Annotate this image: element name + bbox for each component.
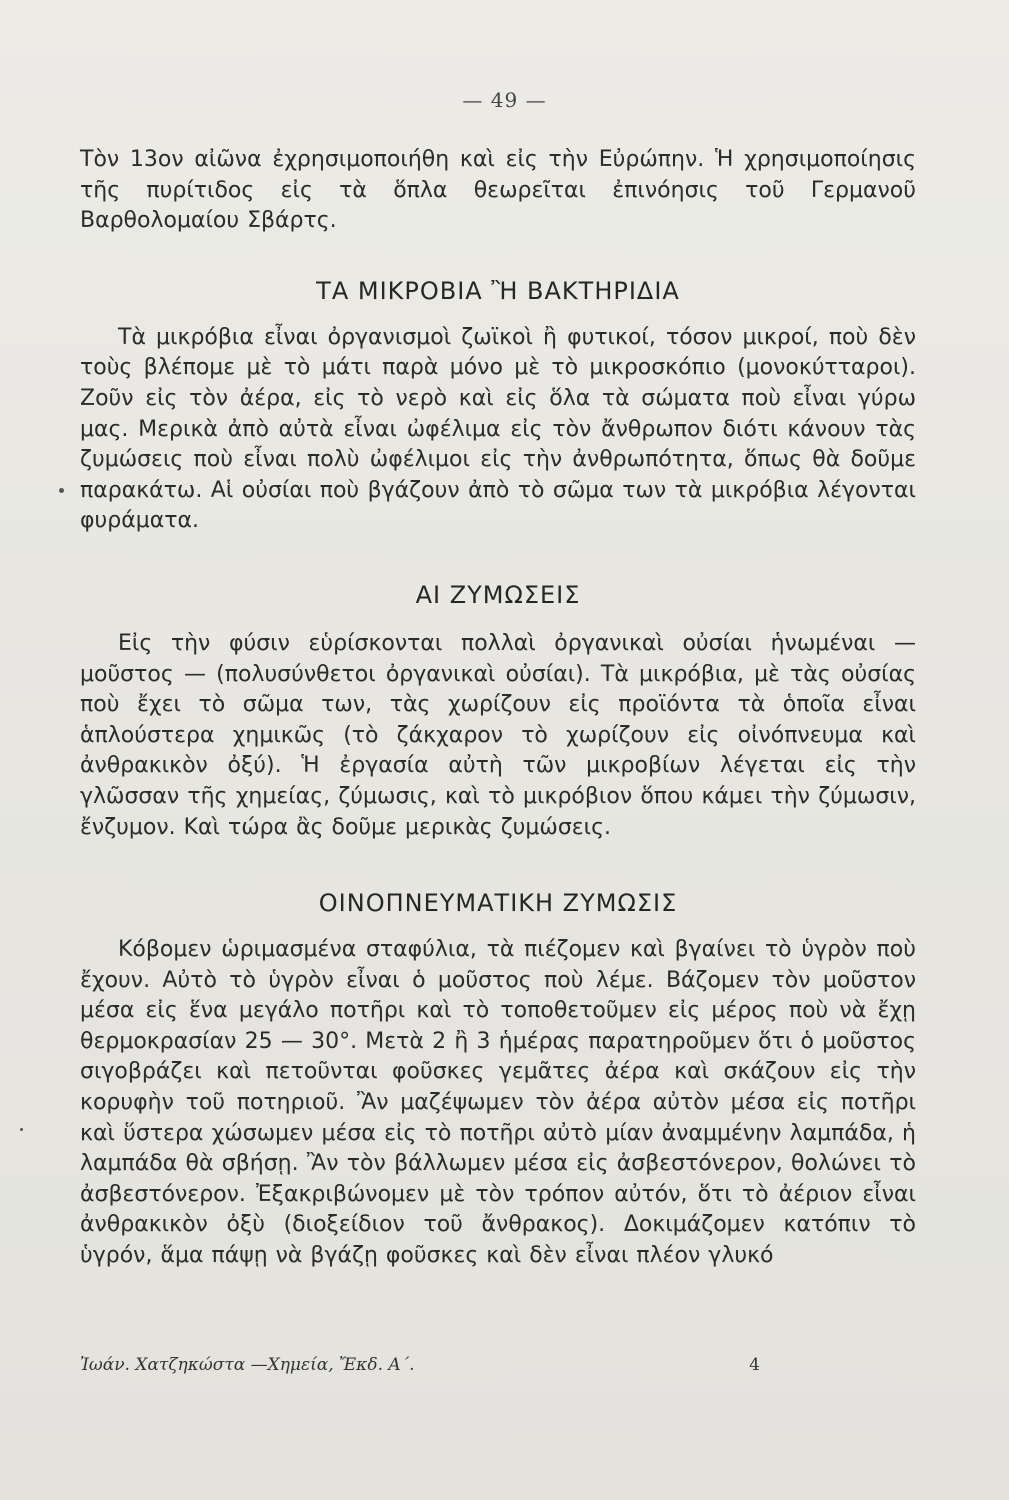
page-footer — [80, 1355, 916, 1385]
section-paragraph-microbes: Τὰ μικρόβια εἶναι ὀργανισμοὶ ζωϊκοὶ ἢ φυτικοί, τόσον μικροί, ποὺ δὲν τοὺς βλέπομε μὲ τὸ μάτι παρὰ μόνο μὲ τὸ μικροσκόπιο (μονοκύτταροι). Ζοῦν εἰς τὸν ἀέρα, εἰς τὸ νερὸ καὶ εἰς ὅλα τὰ σώματα ποὺ εἶναι γύρω μας. Μερικὰ ἀπὸ αὐτὰ εἶναι ὠφέλιμα εἰς τὸν ἄνθρωπον διότι κάνουν τὰς ζυμώσεις ποὺ εἶναι πολὺ ὠφέλιμοι εἰς τὴν ἀνθρωπότητα, ὅπως θὰ δοῦμε παρακάτω. Αἱ οὐσίαι ποὺ βγάζουν ἀπὸ τὸ σῶμα των τὰ μικρόβια λέγονται φυράματα. — [80, 324, 916, 534]
paper-speck — [20, 1128, 23, 1131]
intro-paragraph: Τὸν 13ον αἰῶνα ἐχρησιμοποιήθη καὶ εἰς τὴν Εὐρώπην. Ἡ χρησιμοποίησις τῆς πυρίτιδος εἰς τὰ ὅπλα θεωρεῖται ἐπινόησις τοῦ Γερμανοῦ Βαρθολομαίου Σβάρτς. — [80, 147, 916, 234]
section-heading-fermentations: ΑΙ ΖΥΜΩΣΕΙΣ — [415, 580, 581, 609]
footer-signature-mark: 4 — [749, 1355, 760, 1375]
section-paragraph-alcoholic-fermentation: Κόβομεν ὡριμασμένα σταφύλια, τὰ πιέζομεν καὶ βγαίνει τὸ ὑγρὸν ποὺ ἔχουν. Αὐτὸ τὸ ὑγρὸν εἶναι ὁ μοῦστος ποὺ λέμε. Βάζομεν τὸν μοῦστον μέσα εἰς ἕνα μεγάλο ποτῆρι καὶ τὸ τοποθετοῦμεν εἰς μέρος ποὺ νὰ ἔχῃ θερμοκρασίαν 25 — 30°. Μετὰ 2 ἢ 3 ἡμέρας παρατηροῦμεν ὅτι ὁ μοῦστος σιγοβράζει καὶ πετοῦνται φοῦσκες γεμᾶτες ἀέρα καὶ σκάζουν εἰς τὴν κορυφὴν τοῦ ποτηριοῦ. Ἂν μαζέψωμεν τὸν ἀέρα αὐτὸν μέσα εἰς ποτῆρι καὶ ὕστερα χώσωμεν μέσα εἰς τὸ ποτῆρι αὐτὸ μίαν ἀναμμένην λαμπάδα, ἡ λαμπάδα θὰ σβήσῃ. Ἂν τὸν βάλλωμεν μέσα εἰς ἀσβεστόνερον, θολώνει τὸ ἀσβεστόνερον. Ἐξακριβώνομεν μὲ τὸν τρόπον αὐτόν, ὅτι τὸ ἀέριον εἶναι ἀνθρακικὸν ὀξὺ (διοξείδιον τοῦ ἄνθρακος). Δοκιμάζομεν κατόπιν τὸ ὑγρόν, ἅμα πάψῃ νὰ βγάζῃ φοῦσκες καὶ δὲν εἶναι πλέον γλυκό — [80, 937, 916, 1269]
section-paragraph-fermentations: Εἰς τὴν φύσιν εὑρίσκονται πολλαὶ ὀργανικαὶ οὐσίαι ἡνωμέναι — μοῦστος — (πολυσύνθετοι ὀργανικαὶ οὐσίαι). Τὰ μικρόβια, μὲ τὰς οὐσίας ποὺ ἔχει τὸ σῶμα των, τὰς χωρίζουν εἰς προϊόντα τὰ ὁποῖα εἶναι ἁπλούστερα χημικῶς (τὸ ζάκχαρον τὸ χωρίζουν εἰς οἰνόπνευμα καὶ ἀνθρακικὸν ὀξύ). Ἡ ἐργασία αὐτὴ τῶν μικροβίων λέγεται εἰς τὴν γλῶσσαν τῆς χημείας, ζύμωσις, καὶ τὸ μικρόβιον ὅπου κάμει τὴν ζύμωσιν, ἔνζυμον. Καὶ τώρα ἂς δοῦμε μερικὰς ζυμώσεις. — [80, 630, 916, 840]
section-heading-alcoholic-fermentation: ΟΙΝΟΠΝΕΥΜΑΤΙΚΗ ΖΥΜΩΣΙΣ — [318, 889, 678, 918]
page-body — [80, 145, 916, 1272]
page-number: — 49 — — [462, 88, 547, 112]
paper-speck — [59, 488, 64, 493]
section-heading-microbes: ΤΑ ΜΙΚΡΟΒΙΑ Ἢ ΒΑΚΤΗΡΙΔΙΑ — [316, 276, 680, 305]
footer-citation: Ἰωάν. Χατζηκώστα —Χημεία, Ἔκδ. Α΄. — [80, 1355, 415, 1375]
